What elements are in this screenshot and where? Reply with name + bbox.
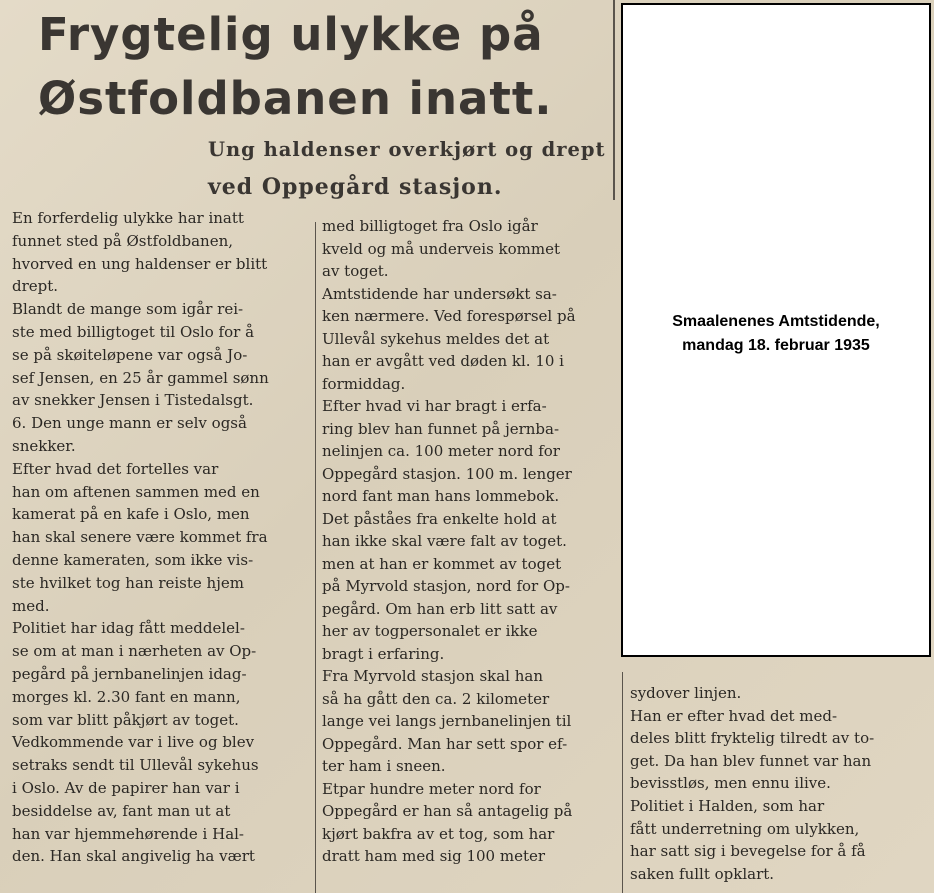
caption-box — [621, 3, 931, 657]
article-line: 6. Den unge mann er selv også — [12, 414, 247, 432]
article-line: han skal senere være kommet fra — [12, 528, 268, 546]
article-line: her av togpersonalet er ikke — [322, 622, 538, 640]
article-line: som var blitt påkjørt av toget. — [12, 711, 239, 729]
article-line: pegård på jernbanelinjen idag- — [12, 665, 247, 683]
article-line: hvorved en ung haldenser er blitt — [12, 255, 268, 273]
article-line: get. Da han blev funnet var han — [630, 752, 872, 770]
article-line: saken fullt opklart. — [630, 865, 775, 883]
article-line: med billigtoget fra Oslo igår — [322, 217, 538, 235]
article-line: sydover linjen. — [630, 684, 742, 702]
article-line: han er avgått ved døden kl. 10 i — [322, 352, 564, 370]
article-line: i Oslo. Av de papirer han var i — [12, 779, 240, 797]
article-line: ste med billigtoget til Oslo for å — [12, 323, 255, 341]
article-line: formiddag. — [322, 375, 406, 393]
article-line: dratt ham med sig 100 meter — [322, 847, 546, 865]
article-line: ste hvilket tog han reiste hjem — [12, 574, 244, 592]
article-line: har satt sig i bevegelse for å få — [630, 842, 866, 860]
article-line: En forferdelig ulykke har inatt — [12, 209, 244, 227]
article-line: ring blev han funnet på jernba- — [322, 420, 560, 438]
article-line: sef Jensen, en 25 år gammel sønn — [12, 369, 269, 387]
article-line: funnet sted på Østfoldbanen, — [12, 232, 234, 250]
article-line: pegård. Om han erb litt satt av — [322, 600, 558, 618]
article-line: nelinjen ca. 100 meter nord for — [322, 442, 560, 460]
article-line: lange vei langs jernbanelinjen til — [322, 712, 572, 730]
article-line: Politiet i Halden, som har — [630, 797, 825, 815]
article-line: fått underretning om ulykken, — [630, 820, 860, 838]
article-line: deles blitt fryktelig tilredt av to- — [630, 729, 875, 747]
article-line: Vedkommende var i live og blev — [12, 733, 255, 751]
article-line: den. Han skal angivelig ha vært — [12, 847, 255, 865]
article-line: Amtstidende har undersøkt sa- — [322, 285, 557, 303]
article-line: morges kl. 2.30 fant en mann, — [12, 688, 241, 706]
article-line: kjørt bakfra av et tog, som har — [322, 825, 555, 843]
article-line: denne kameraten, som ikke vis- — [12, 551, 254, 569]
article-line: så ha gått den ca. 2 kilometer — [322, 690, 550, 708]
article-line: snekker. — [12, 437, 76, 455]
article-line: Efter hvad det fortelles var — [12, 460, 219, 478]
article-line: se på skøiteløpene var også Jo- — [12, 346, 248, 364]
article-line: Blandt de mange som igår rei- — [12, 300, 244, 318]
article-line: ken nærmere. Ved forespørsel på — [322, 307, 576, 325]
article-line: Oppegård stasjon. 100 m. lenger — [322, 465, 572, 483]
article-line: kamerat på en kafe i Oslo, men — [12, 505, 250, 523]
article-line: av toget. — [322, 262, 389, 280]
article-line: Ullevål sykehus meldes det at — [322, 330, 550, 348]
article-line: på Myrvold stasjon, nord for Op- — [322, 577, 570, 595]
article-line: men at han er kommet av toget — [322, 555, 562, 573]
caption-publication: Smaalenenes Amtstidende, — [672, 313, 880, 330]
article-line: besiddelse av, fant man ut at — [12, 802, 231, 820]
article-line: se om at man i nærheten av Op- — [12, 642, 257, 660]
article-line: han om aftenen sammen med en — [12, 483, 260, 501]
column-rule-top — [613, 0, 615, 200]
article-line: han ikke skal være falt av toget. — [322, 532, 567, 550]
headline-line-2: Østfoldbanen inatt. — [38, 72, 553, 125]
column-rule-1 — [315, 222, 316, 893]
article-line: drept. — [12, 277, 59, 295]
article-line: av snekker Jensen i Tistedalsgt. — [12, 391, 254, 409]
article-line: Oppegård. Man har sett spor ef- — [322, 735, 568, 753]
article-line: Efter hvad vi har bragt i erfa- — [322, 397, 547, 415]
subheadline-line-2: ved Oppegård stasjon. — [208, 174, 503, 200]
article-line: Politiet har idag fått meddelel- — [12, 619, 245, 637]
article-line: Etpar hundre meter nord for — [322, 780, 541, 798]
article-line: setraks sendt til Ullevål sykehus — [12, 756, 259, 774]
article-line: bragt i erfaring. — [322, 645, 445, 663]
article-line: nord fant man hans lommebok. — [322, 487, 560, 505]
column-rule-2 — [622, 672, 623, 893]
article-line: Det påståes fra enkelte hold at — [322, 510, 557, 528]
article-line: med. — [12, 597, 50, 615]
article-line: han var hjemmehørende i Hal- — [12, 825, 245, 843]
subheadline-line-1: Ung haldenser overkjørt og drept — [208, 138, 606, 161]
article-line: kveld og må underveis kommet — [322, 240, 561, 258]
article-line: Fra Myrvold stasjon skal han — [322, 667, 544, 685]
article-line: ter ham i sneen. — [322, 757, 446, 775]
headline-line-1: Frygtelig ulykke på — [38, 8, 544, 61]
caption-date: mandag 18. februar 1935 — [682, 337, 870, 354]
article-line: bevisstløs, men ennu ilive. — [630, 774, 831, 792]
article-line: Oppegård er han så antagelig på — [322, 802, 573, 820]
article-line: Han er efter hvad det med- — [630, 707, 838, 725]
